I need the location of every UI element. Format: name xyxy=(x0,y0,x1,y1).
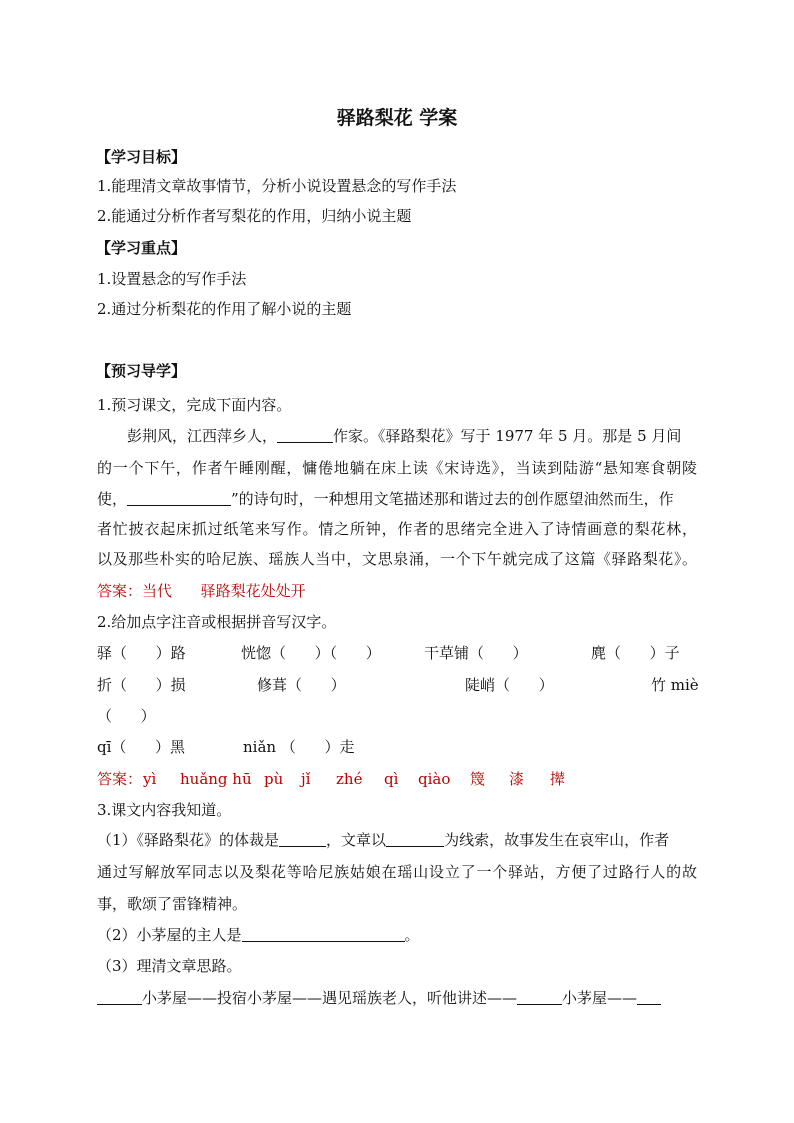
q3-text: 小茅屋——投宿小茅屋——遇见瑶族老人，听他讲述—— xyxy=(142,989,518,1007)
pinyin-row xyxy=(0,643,794,663)
q3-outline-line xyxy=(97,988,661,1008)
q1-text: 作家。《驿路梨花》写于 1977 年 5 月。那是 5 月间 xyxy=(333,427,682,445)
answer-item: pù xyxy=(264,770,284,788)
fill-blank-era[interactable] xyxy=(277,427,333,443)
pinyin-item: qī（ ）黑 xyxy=(97,738,186,756)
q3-line: 事，歌颂了雷锋精神。 xyxy=(97,895,248,913)
focus-item: 1.设置悬念的写作手法 xyxy=(97,270,247,288)
q1-answer: 答案：当代 驿路梨花处处开 xyxy=(97,582,306,600)
q1-text: 彭荆风，江西萍乡人， xyxy=(127,427,278,445)
pinyin-item: 麂（ ）子 xyxy=(591,644,680,662)
q3-text: （1）《驿路梨花》的体裁是 xyxy=(97,831,280,849)
pinyin-item: 驿（ ）路 xyxy=(97,644,186,662)
q3-text: ，文章以 xyxy=(326,831,387,849)
pinyin-item: 陡峭（ ） xyxy=(465,676,554,694)
pinyin-item: 干草铺（ ） xyxy=(424,644,528,662)
pinyin-row xyxy=(0,675,794,695)
section-header-preview: 【预习导学】 xyxy=(96,362,187,380)
fill-blank-outline-1[interactable] xyxy=(97,989,142,1005)
q3-text: 为线索，故事发生在哀牢山，作者 xyxy=(444,831,670,849)
answer-item: qì xyxy=(384,770,399,788)
question-1-prompt: 1.预习课文，完成下面内容。 xyxy=(97,396,292,414)
pinyin-item: niǎn （ ）走 xyxy=(243,738,355,756)
answer-item: yì xyxy=(143,770,157,788)
q1-paragraph-line xyxy=(127,426,681,446)
answer-item: 篾 xyxy=(470,770,486,788)
q3-line xyxy=(97,830,669,850)
q3-line xyxy=(97,925,420,945)
answer-item: qiào xyxy=(418,770,451,788)
section-header-focus: 【学习重点】 xyxy=(96,239,187,257)
q2-answer xyxy=(0,769,794,789)
answer-item: 撵 xyxy=(550,770,566,788)
q3-text: 小茅屋—— xyxy=(562,989,638,1007)
fill-blank-clue[interactable] xyxy=(386,831,444,847)
answer-item: 漆 xyxy=(509,770,525,788)
answer-label: 答案： xyxy=(97,770,143,788)
q3-text: （2）小茅屋的主人是 xyxy=(97,926,242,944)
q1-paragraph-line: 的一个下午，作者午睡刚醒，慵倦地躺在床上读《宋诗选》，当读到陆游“悬知寒食朝陵 xyxy=(97,459,697,477)
q1-paragraph-line: 以及那些朴实的哈尼族、瑶族人当中，文思泉涌，一个下午就完成了这篇《驿路梨花》。 xyxy=(97,550,697,568)
goal-item: 2.能通过分析作者写梨花的作用，归纳小说主题 xyxy=(97,207,412,225)
fill-blank-outline-3[interactable] xyxy=(637,989,661,1005)
q1-text: 使， xyxy=(97,490,128,508)
q3-text: 。 xyxy=(404,926,420,944)
question-2-prompt: 2.给加点字注音或根据拼音写汉字。 xyxy=(97,613,337,631)
pinyin-item: 折（ ）损 xyxy=(97,676,186,694)
pinyin-item: 竹 miè xyxy=(651,676,699,694)
pinyin-row xyxy=(0,737,794,757)
q1-paragraph-line xyxy=(97,489,674,509)
pinyin-item: 恍惚（ ）（ ） xyxy=(241,644,381,662)
q3-line: （3）理清文章思路。 xyxy=(97,957,242,975)
page-title: 驿路梨花 学案 xyxy=(336,107,458,129)
question-3-prompt: 3.课文内容我知道。 xyxy=(97,801,232,819)
answer-item: jǐ xyxy=(301,770,311,788)
pinyin-item: （ ） xyxy=(97,707,156,725)
section-header-goals: 【学习目标】 xyxy=(96,148,187,166)
fill-blank-owner[interactable] xyxy=(242,926,405,942)
answer-item: zhé xyxy=(336,770,363,788)
q1-paragraph-line: 者忙披衣起床抓过纸笔来写作。情之所钟，作者的思绪完全进入了诗情画意的梨花林， xyxy=(97,520,697,538)
goal-item: 1.能理清文章故事情节，分析小说设置悬念的写作手法 xyxy=(97,177,457,195)
q1-text: ”的诗句时，一种想用文笔描述那和谐过去的创作愿望油然而生，作 xyxy=(231,490,674,508)
q3-line: 通过写解放军同志以及梨花等哈尼族姑娘在瑶山设立了一个驿站，方便了过路行人的故 xyxy=(97,863,697,881)
fill-blank-outline-2[interactable] xyxy=(517,989,562,1005)
answer-item: huǎng hū xyxy=(180,770,252,788)
pinyin-item: 修葺（ ） xyxy=(257,676,346,694)
fill-blank-genre[interactable] xyxy=(279,831,326,847)
fill-blank-poem[interactable] xyxy=(127,490,231,506)
focus-item: 2.通过分析梨花的作用了解小说的主题 xyxy=(97,300,352,318)
